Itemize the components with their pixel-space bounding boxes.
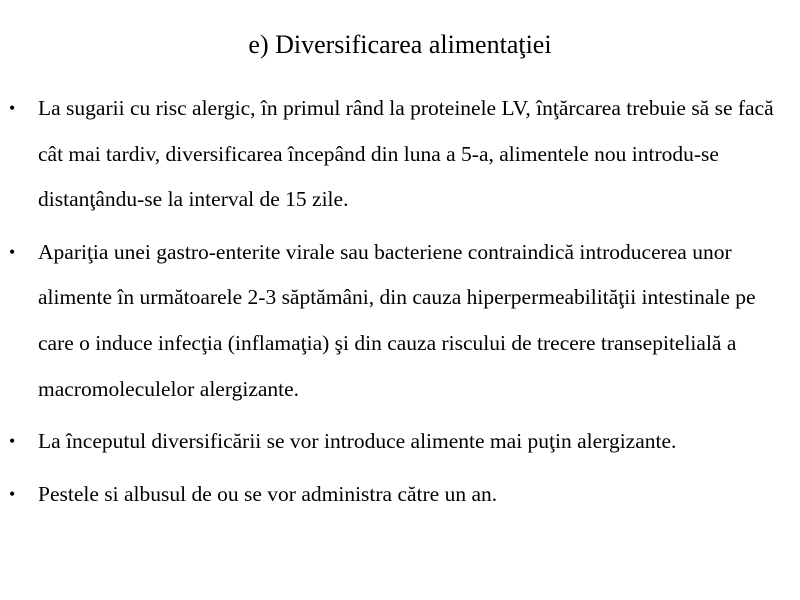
bullet-text: Apariţia unei gastro-enterite virale sau bacteriene contraindică introducerea unor alimente în următoarele 2-3 săptămâni, din cauza hiperpermeabilităţii intestinale pe care o induce infecţia (inflamaţia) şi din cauza riscului de trecere transepitelială a macromoleculelor alergizante. xyxy=(38,239,756,401)
bullet-item xyxy=(0,86,800,223)
slide-title: e) Diversificarea alimentaţiei xyxy=(248,30,552,59)
bullet-list xyxy=(0,86,800,524)
bullet-dot-icon: • xyxy=(9,98,16,118)
bullet-item xyxy=(0,419,800,465)
bullet-item xyxy=(0,472,800,518)
bullet-text: Pestele si albusul de ou se vor administra către un an. xyxy=(38,481,498,506)
bullet-text: La începutul diversificării se vor introduce alimente mai puţin alergizante. xyxy=(38,429,677,454)
bullet-dot-icon: • xyxy=(9,241,16,262)
bullet-item xyxy=(0,230,800,412)
bullet-text: La sugarii cu risc alergic, în primul rând la proteinele LV, înţărcarea trebuie să se facă cât mai tardiv, diversificarea începând din luna a 5-a, alimentele nou introdu-se distanţându-se la interval de 15 zile. xyxy=(38,96,774,212)
bullet-dot-icon: • xyxy=(9,431,16,452)
bullet-dot-icon: • xyxy=(9,483,16,504)
